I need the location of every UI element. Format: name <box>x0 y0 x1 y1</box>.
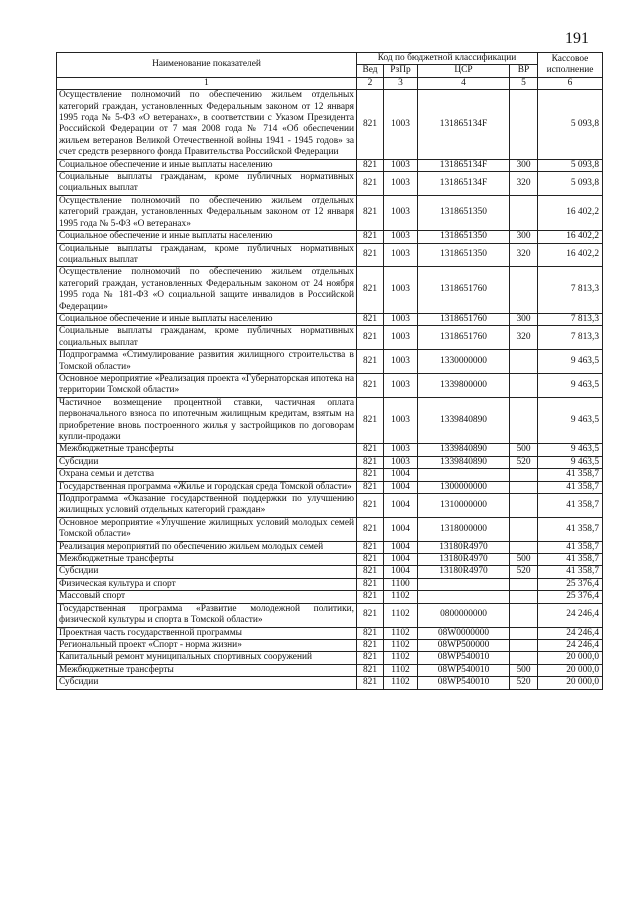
row-csr: 08WP540010 <box>418 664 510 676</box>
row-name: Реализация мероприятий по обеспечению жильем молодых семей <box>57 541 357 553</box>
row-amount: 20 000,0 <box>538 664 603 676</box>
row-csr: 1318651350 <box>418 231 510 243</box>
row-rzpr: 1003 <box>384 243 418 267</box>
row-ved: 821 <box>357 554 384 566</box>
table-body <box>57 90 603 689</box>
row-csr: 08WP540010 <box>418 652 510 664</box>
row-name: Государственная программа «Развитие молодежной политики, физической культуры и спорта в Томской области» <box>57 603 357 627</box>
table-row <box>57 541 603 553</box>
row-name: Физическая культура и спорт <box>57 578 357 590</box>
row-vr: 320 <box>510 243 538 267</box>
row-name: Осуществление полномочий по обеспечению жильем отдельных категорий граждан, установленных Федеральным законом от 24 ноября 1995 года № 181-ФЗ «О социальной защите инвалидов в Российской Федерации» <box>57 267 357 314</box>
budget-table <box>56 52 603 690</box>
row-name: Осуществление полномочий по обеспечению жильем отдельных категорий граждан, установленных Федеральным законом от 12 января 1995 года № 5-ФЗ «О ветеранах», в соответствии с Указом Президента Российской Федерации от 7 мая 2008 года № 714 «Об обеспечении жильем ветеранов Великой Отечественной войны 1941 - 1945 годов» за счет средств резервного фонда Правительства Российской Федерации <box>57 90 357 159</box>
table-row <box>57 444 603 456</box>
row-ved: 821 <box>357 397 384 444</box>
column-number: 4 <box>418 77 510 89</box>
row-amount: 24 246,4 <box>538 639 603 651</box>
column-numbers-row <box>57 77 603 89</box>
row-ved: 821 <box>357 373 384 397</box>
row-rzpr: 1004 <box>384 517 418 541</box>
row-ved: 821 <box>357 313 384 325</box>
row-ved: 821 <box>357 326 384 350</box>
row-csr: 1318651760 <box>418 326 510 350</box>
header-codes-group: Код по бюджетной классификации <box>357 53 538 65</box>
row-vr <box>510 494 538 518</box>
row-vr <box>510 591 538 603</box>
row-csr: 1339840890 <box>418 456 510 468</box>
row-amount: 16 402,2 <box>538 243 603 267</box>
row-ved: 821 <box>357 350 384 374</box>
row-ved: 821 <box>357 677 384 689</box>
row-vr <box>510 397 538 444</box>
row-csr: 1339840890 <box>418 397 510 444</box>
row-amount: 5 093,8 <box>538 90 603 159</box>
row-rzpr: 1003 <box>384 326 418 350</box>
row-name: Субсидии <box>57 566 357 578</box>
table-row <box>57 566 603 578</box>
row-csr: 1300000000 <box>418 481 510 493</box>
row-rzpr: 1003 <box>384 456 418 468</box>
row-ved: 821 <box>357 469 384 481</box>
table-row <box>57 90 603 159</box>
header-csr: ЦСР <box>418 65 510 77</box>
row-vr <box>510 603 538 627</box>
row-vr <box>510 481 538 493</box>
page-number: 191 <box>565 30 589 47</box>
table-row <box>57 172 603 196</box>
row-vr <box>510 350 538 374</box>
row-rzpr: 1102 <box>384 677 418 689</box>
row-ved: 821 <box>357 90 384 159</box>
row-rzpr: 1102 <box>384 664 418 676</box>
row-amount: 16 402,2 <box>538 231 603 243</box>
table-row <box>57 231 603 243</box>
table-row <box>57 326 603 350</box>
row-ved: 821 <box>357 517 384 541</box>
row-rzpr: 1003 <box>384 231 418 243</box>
row-csr: 1310000000 <box>418 494 510 518</box>
row-rzpr: 1003 <box>384 444 418 456</box>
table-row <box>57 159 603 171</box>
row-amount: 20 000,0 <box>538 677 603 689</box>
row-name: Охрана семьи и детства <box>57 469 357 481</box>
row-ved: 821 <box>357 159 384 171</box>
header-amount-column: Кассовое исполнение <box>538 53 603 78</box>
row-rzpr: 1003 <box>384 159 418 171</box>
row-amount: 9 463,5 <box>538 456 603 468</box>
row-csr: 1318651760 <box>418 267 510 314</box>
row-vr <box>510 652 538 664</box>
row-amount: 25 376,4 <box>538 578 603 590</box>
row-csr: 1339840890 <box>418 444 510 456</box>
table-row <box>57 481 603 493</box>
row-amount: 41 358,7 <box>538 566 603 578</box>
row-csr: 08WP500000 <box>418 639 510 651</box>
table-row <box>57 313 603 325</box>
row-vr: 520 <box>510 677 538 689</box>
table-row <box>57 456 603 468</box>
row-ved: 821 <box>357 603 384 627</box>
row-rzpr: 1102 <box>384 627 418 639</box>
row-vr: 300 <box>510 159 538 171</box>
row-amount: 41 358,7 <box>538 517 603 541</box>
row-ved: 821 <box>357 664 384 676</box>
row-amount: 7 813,3 <box>538 326 603 350</box>
row-ved: 821 <box>357 444 384 456</box>
row-rzpr: 1100 <box>384 578 418 590</box>
row-ved: 821 <box>357 652 384 664</box>
table-row <box>57 591 603 603</box>
row-csr: 1339800000 <box>418 373 510 397</box>
row-amount: 9 463,5 <box>538 444 603 456</box>
row-amount: 7 813,3 <box>538 267 603 314</box>
row-csr: 1318651350 <box>418 243 510 267</box>
row-rzpr: 1004 <box>384 469 418 481</box>
row-amount: 7 813,3 <box>538 313 603 325</box>
row-vr <box>510 373 538 397</box>
row-vr: 320 <box>510 172 538 196</box>
row-vr: 520 <box>510 456 538 468</box>
row-rzpr: 1004 <box>384 554 418 566</box>
row-name: Массовый спорт <box>57 591 357 603</box>
header-name-column: Наименование показателей <box>57 53 357 78</box>
table-row <box>57 652 603 664</box>
row-vr: 320 <box>510 326 538 350</box>
row-csr: 08WP540010 <box>418 677 510 689</box>
row-name: Социальное обеспечение и иные выплаты населению <box>57 231 357 243</box>
row-amount: 5 093,8 <box>538 172 603 196</box>
table-row <box>57 554 603 566</box>
table-row <box>57 494 603 518</box>
row-vr <box>510 541 538 553</box>
row-name: Социальные выплаты гражданам, кроме публичных нормативных социальных выплат <box>57 243 357 267</box>
row-vr <box>510 90 538 159</box>
row-csr: 0800000000 <box>418 603 510 627</box>
row-ved: 821 <box>357 578 384 590</box>
row-vr: 500 <box>510 444 538 456</box>
row-rzpr: 1003 <box>384 373 418 397</box>
row-rzpr: 1003 <box>384 397 418 444</box>
row-ved: 821 <box>357 231 384 243</box>
table-row <box>57 267 603 314</box>
row-vr: 300 <box>510 313 538 325</box>
column-number: 3 <box>384 77 418 89</box>
table-row <box>57 517 603 541</box>
table-row <box>57 578 603 590</box>
header-vr: ВР <box>510 65 538 77</box>
row-amount: 20 000,0 <box>538 652 603 664</box>
row-name: Частичное возмещение процентной ставки, частичная оплата первоначального взноса по ипотечным жилищным кредитам, взятым на приобретение вновь построенного жилья у застройщиков по договорам купли-продажи <box>57 397 357 444</box>
table-row <box>57 350 603 374</box>
column-number: 5 <box>510 77 538 89</box>
row-name: Основное мероприятие «Улучшение жилищных условий молодых семей Томской области» <box>57 517 357 541</box>
row-csr: 08W0000000 <box>418 627 510 639</box>
row-rzpr: 1004 <box>384 566 418 578</box>
table-row <box>57 627 603 639</box>
row-ved: 821 <box>357 639 384 651</box>
row-name: Межбюджетные трансферты <box>57 664 357 676</box>
row-ved: 821 <box>357 172 384 196</box>
row-vr: 500 <box>510 664 538 676</box>
row-rzpr: 1102 <box>384 591 418 603</box>
table-header <box>57 53 603 90</box>
table-row <box>57 603 603 627</box>
table-row <box>57 664 603 676</box>
row-ved: 821 <box>357 456 384 468</box>
row-name: Государственная программа «Жилье и городская среда Томской области» <box>57 481 357 493</box>
row-vr <box>510 469 538 481</box>
row-csr <box>418 591 510 603</box>
row-rzpr: 1003 <box>384 313 418 325</box>
row-ved: 821 <box>357 591 384 603</box>
row-amount: 5 093,8 <box>538 159 603 171</box>
row-vr: 520 <box>510 566 538 578</box>
row-vr <box>510 639 538 651</box>
row-name: Региональный проект «Спорт - норма жизни» <box>57 639 357 651</box>
row-name: Социальное обеспечение и иные выплаты населению <box>57 313 357 325</box>
row-rzpr: 1102 <box>384 652 418 664</box>
row-rzpr: 1003 <box>384 195 418 230</box>
row-amount: 24 246,4 <box>538 627 603 639</box>
column-number: 6 <box>538 77 603 89</box>
header-rzpr: РзПр <box>384 65 418 77</box>
row-name: Осуществление полномочий по обеспечению жильем отдельных категорий граждан, установленных Федеральным законом от 12 января 1995 года № 5-ФЗ «О ветеранах» <box>57 195 357 230</box>
row-name: Субсидии <box>57 677 357 689</box>
row-csr: 13180R4970 <box>418 566 510 578</box>
row-name: Подпрограмма «Оказание государственной поддержки по улучшению жилищных условий отдельных категорий граждан» <box>57 494 357 518</box>
row-rzpr: 1102 <box>384 603 418 627</box>
row-ved: 821 <box>357 243 384 267</box>
row-ved: 821 <box>357 267 384 314</box>
row-name: Субсидии <box>57 456 357 468</box>
row-rzpr: 1004 <box>384 541 418 553</box>
row-vr: 500 <box>510 554 538 566</box>
table-row <box>57 639 603 651</box>
row-ved: 821 <box>357 494 384 518</box>
row-amount: 25 376,4 <box>538 591 603 603</box>
header-ved: Вед <box>357 65 384 77</box>
table-row <box>57 677 603 689</box>
row-amount: 9 463,5 <box>538 373 603 397</box>
row-name: Социальные выплаты гражданам, кроме публичных нормативных социальных выплат <box>57 172 357 196</box>
row-rzpr: 1003 <box>384 90 418 159</box>
row-name: Межбюджетные трансферты <box>57 444 357 456</box>
row-vr <box>510 627 538 639</box>
row-vr: 300 <box>510 231 538 243</box>
row-rzpr: 1004 <box>384 494 418 518</box>
row-rzpr: 1102 <box>384 639 418 651</box>
row-csr: 13180R4970 <box>418 541 510 553</box>
row-csr: 131865134F <box>418 159 510 171</box>
row-csr: 1318651760 <box>418 313 510 325</box>
row-rzpr: 1003 <box>384 267 418 314</box>
row-rzpr: 1003 <box>384 172 418 196</box>
row-name: Социальное обеспечение и иные выплаты населению <box>57 159 357 171</box>
table-row <box>57 469 603 481</box>
row-ved: 821 <box>357 541 384 553</box>
row-amount: 41 358,7 <box>538 541 603 553</box>
table-row <box>57 373 603 397</box>
table-row <box>57 243 603 267</box>
row-name: Подпрограмма «Стимулирование развития жилищного строительства в Томской области» <box>57 350 357 374</box>
row-ved: 821 <box>357 627 384 639</box>
row-amount: 41 358,7 <box>538 554 603 566</box>
row-csr: 13180R4970 <box>418 554 510 566</box>
row-csr: 1318651350 <box>418 195 510 230</box>
row-rzpr: 1004 <box>384 481 418 493</box>
row-amount: 24 246,4 <box>538 603 603 627</box>
row-csr: 131865134F <box>418 172 510 196</box>
column-number: 1 <box>57 77 357 89</box>
row-amount: 16 402,2 <box>538 195 603 230</box>
row-amount: 41 358,7 <box>538 481 603 493</box>
row-vr <box>510 578 538 590</box>
table-row <box>57 397 603 444</box>
row-vr <box>510 267 538 314</box>
row-name: Межбюджетные трансферты <box>57 554 357 566</box>
row-amount: 9 463,5 <box>538 350 603 374</box>
row-name: Капитальный ремонт муниципальных спортивных сооружений <box>57 652 357 664</box>
row-csr: 131865134F <box>418 90 510 159</box>
row-csr: 1318000000 <box>418 517 510 541</box>
row-ved: 821 <box>357 481 384 493</box>
row-vr <box>510 195 538 230</box>
row-csr: 1330000000 <box>418 350 510 374</box>
row-rzpr: 1003 <box>384 350 418 374</box>
row-vr <box>510 517 538 541</box>
row-amount: 9 463,5 <box>538 397 603 444</box>
row-ved: 821 <box>357 195 384 230</box>
row-csr <box>418 469 510 481</box>
row-name: Основное мероприятие «Реализация проекта «Губернаторская ипотека на территории Томской области» <box>57 373 357 397</box>
table-row <box>57 195 603 230</box>
row-ved: 821 <box>357 566 384 578</box>
column-number: 2 <box>357 77 384 89</box>
row-amount: 41 358,7 <box>538 469 603 481</box>
row-csr <box>418 578 510 590</box>
row-name: Социальные выплаты гражданам, кроме публичных нормативных социальных выплат <box>57 326 357 350</box>
row-name: Проектная часть государственной программы <box>57 627 357 639</box>
row-amount: 41 358,7 <box>538 494 603 518</box>
